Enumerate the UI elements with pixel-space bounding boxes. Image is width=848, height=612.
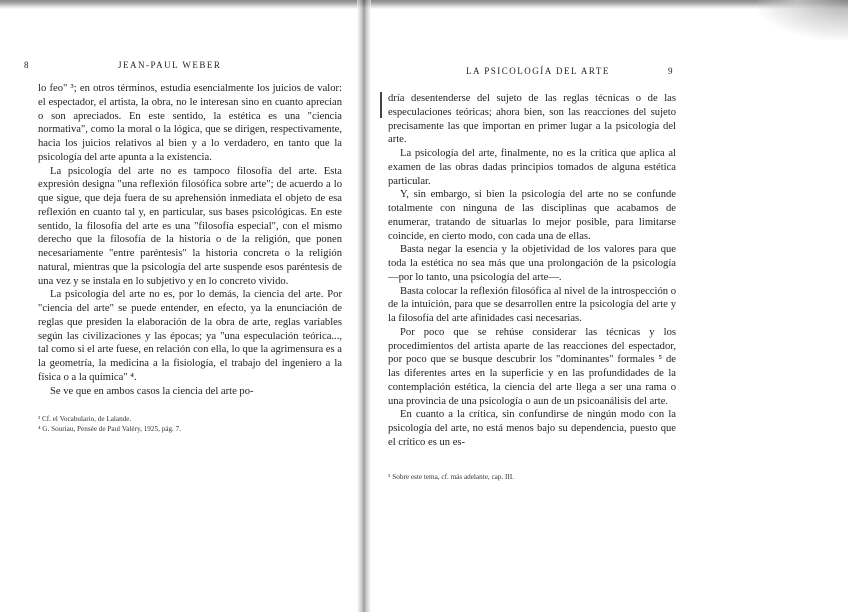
paragraph: Basta colocar la reflexión filosófica al nivel de la introspección o de la intuición, para que se desarrollen entre la psicología del arte y la filosofía del arte afinidades casi necesarias.: [388, 285, 676, 324]
left-page-number: 8: [24, 60, 30, 70]
left-running-head: JEAN-PAUL WEBER: [118, 60, 222, 70]
footnote: ³ Cf. el Vocabulario, de Lalande.: [38, 415, 132, 424]
left-footnotes: [38, 414, 342, 434]
paragraph: La psicología del arte, finalmente, no es la crítica que aplica al examen de las obras dadas principios tomados de alguna estética particular.: [388, 148, 676, 187]
right-page-body: [388, 92, 676, 450]
right-page: [388, 66, 676, 482]
right-running-head: LA PSICOLOGÍA DEL ARTE: [466, 66, 610, 76]
paragraph: La psicología del arte no es tampoco filosofía del arte. Esta expresión designa "una reflexión filosófica sobre arte"; de acuerdo a lo que sigue, que deja fuera de su aprehensión inmediata el objeto de esa reflexión en cuanto tal y, en particular, sus bases psicológicas. En este sentido, la filosofía del arte es una "filosofía especial", con el mismo derecho que la filosofía de la historia o de la religión, que ponen necesariamente "entre paréntesis" la historia concreta o la religión natural, mientras que la psicología del arte suspende esos paréntesis de una vez y se instala en lo subjetivo y en lo concreto vivido.: [38, 165, 342, 287]
book-spine-shadow: [357, 0, 371, 612]
right-page-header: [388, 66, 676, 80]
paragraph: En cuanto a la crítica, sin confundirse de ningún modo con la psicología del arte, no está menos bajo su dependencia, puesto que el crítico es un es-: [388, 409, 676, 448]
right-page-number: 9: [668, 66, 674, 76]
paragraph: lo feo" ³; en otros términos, estudia esencialmente los juicios de valor: el espectador, el artista, la obra, no le interesan sino en cuanto aprecian o son apreciados. En este sentido, la estética es una "ciencia normativa", como la moral o la lógica, que se dirigen, respectivamente, hacia los juicios relativos al bien y a lo verdadero, en tanto que la psicología del arte apunta a la existencia.: [38, 83, 342, 163]
paragraph: Basta negar la esencia y la objetividad de los valores para que toda la estética no sea más que una prolongación de la psicología —por lo tanto, una psicología del arte—.: [388, 244, 676, 283]
footnote: ⁴ G. Souriau, Pensée de Paul Valéry, 1925, pág. 7.: [38, 425, 182, 434]
footnote: ⁵ Sobre este tema, cf. más adelante, cap. III.: [388, 472, 515, 481]
scan-top-shadow: [0, 0, 848, 9]
page-corner-shadow: [758, 0, 848, 40]
margin-pencil-mark: [380, 92, 382, 118]
paragraph: Por poco que se rehúse considerar las técnicas y los procedimientos del artista aparte de las reacciones del espectador, por poco que se busque descubrir los "dominantes" formales ⁵ de las diferentes artes en la superficie y en las profundidades de la contemplación estética, la ciencia del arte llega a ser una rama o una provincia de una psicología o aun de un psicoanálisis del arte.: [388, 326, 676, 407]
paragraph: Y, sin embargo, si bien la psicología del arte no se confunde totalmente con ninguna de las disciplinas que acabamos de enumerar, tratando de situarlas lo mejor posible, para limitarse coincide, en cierto modo, con cada una de ellas.: [388, 189, 676, 242]
right-footnotes: [388, 472, 676, 482]
left-page-header: [24, 60, 342, 74]
paragraph: dría desentenderse del sujeto de las reglas técnicas o de las especulaciones teóricas; ahora bien, son las reacciones del sujeto precisamente las que importan en primer lugar a la psicología del arte.: [388, 93, 676, 146]
left-page-body: [38, 82, 342, 398]
paragraph: Se ve que en ambos casos la ciencia del arte po-: [50, 385, 254, 397]
left-page: [24, 60, 342, 434]
paragraph: La psicología del arte no es, por lo demás, la ciencia del arte. Por "ciencia del arte" se puede entender, en efecto, ya la enunciación de reglas que presiden la elaboración de la obra de arte, reglas variables según las civilizaciones y las épocas; ya "una especulación teórica..., tal como si el arte fuese, en relación con ella, lo que la agrimensura es a la geometría, la medicina a la fisiología, el trabajo del ingeniero a la física o a la química" ⁴.: [38, 289, 342, 383]
